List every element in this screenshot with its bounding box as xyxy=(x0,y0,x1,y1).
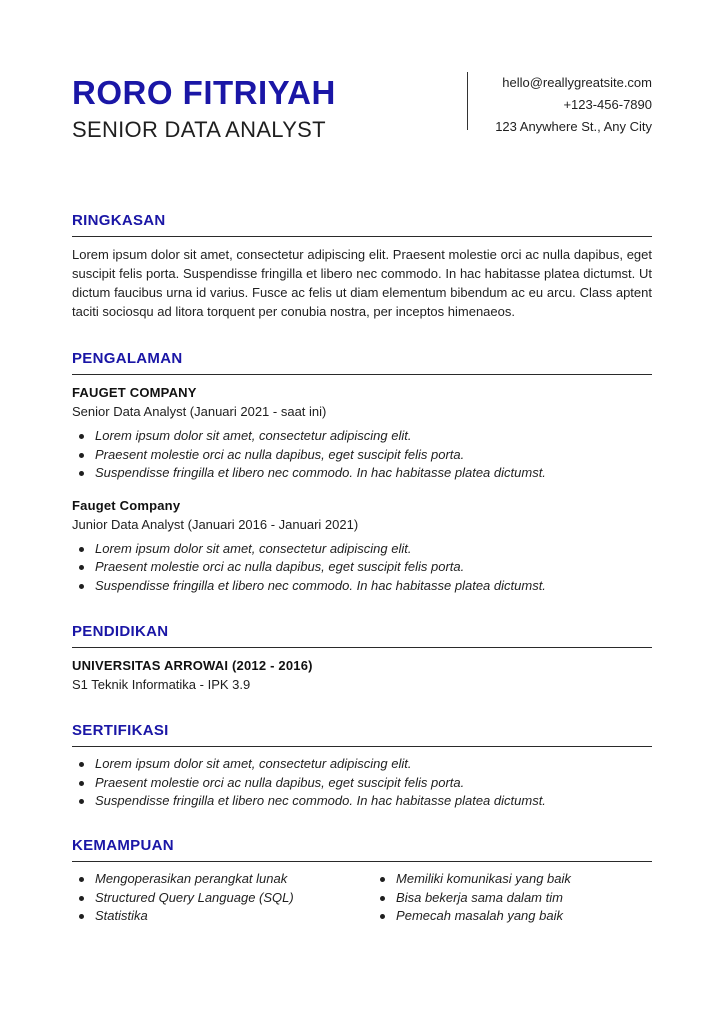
contact-phone: +123-456-7890 xyxy=(563,97,652,112)
skills-right-list xyxy=(373,870,652,926)
list-item: Lorem ipsum dolor sit amet, consectetur adipiscing elit. xyxy=(95,540,652,559)
resume-header xyxy=(72,72,652,152)
education-section xyxy=(72,621,652,694)
skills-heading: KEMAMPUAN xyxy=(72,837,174,854)
summary-section xyxy=(72,210,652,321)
certification-heading: SERTIFIKASI xyxy=(72,722,169,739)
list-item: Lorem ipsum dolor sit amet, consectetur adipiscing elit. xyxy=(95,427,652,446)
header-divider xyxy=(467,72,468,130)
list-item: Bisa bekerja sama dalam tim xyxy=(396,889,652,908)
job-entry xyxy=(72,383,652,483)
section-divider xyxy=(72,647,652,648)
education-degree: S1 Teknik Informatika - IPK 3.9 xyxy=(72,677,251,692)
certification-bullets xyxy=(72,755,652,811)
list-item: Memiliki komunikasi yang baik xyxy=(396,870,652,889)
summary-text: Lorem ipsum dolor sit amet, consectetur adipiscing elit. Praesent molestie orci ac nulla dapibus, eget suscipit felis porta. Suspendisse fringilla et libero nec commodo. In hac habitasse platea dictumst. Ut dictum faucibus urna id varius. Fusce ac felis ut diam elementum bibendum ac eu arcu. Class aptent taciti sociosqu ad litora torquent per conubia nostra, per inceptos himenaeos. xyxy=(72,247,652,319)
contact-address: 123 Anywhere St., Any City xyxy=(495,119,652,134)
list-item: Praesent molestie orci ac nulla dapibus, eget suscipit felis porta. xyxy=(95,558,652,577)
list-item: Lorem ipsum dolor sit amet, consectetur adipiscing elit. xyxy=(95,755,652,774)
list-item: Mengoperasikan perangkat lunak xyxy=(95,870,373,889)
job-company: Fauget Company xyxy=(72,497,181,513)
list-item: Statistika xyxy=(95,907,373,926)
section-divider xyxy=(72,861,652,862)
education-school: UNIVERSITAS ARROWAI (2012 - 2016) xyxy=(72,658,313,673)
contact-email: hello@reallygreatsite.com xyxy=(502,75,652,90)
certification-section xyxy=(72,720,652,811)
summary-heading: RINGKASAN xyxy=(72,212,166,229)
list-item: Suspendisse fringilla et libero nec commodo. In hac habitasse platea dictumst. xyxy=(95,792,652,811)
skills-left-list xyxy=(72,870,373,926)
section-divider xyxy=(72,374,652,375)
experience-heading: PENGALAMAN xyxy=(72,350,183,367)
job-bullets xyxy=(72,540,652,596)
list-item: Praesent molestie orci ac nulla dapibus, eget suscipit felis porta. xyxy=(95,774,652,793)
contact-info xyxy=(495,72,652,138)
education-heading: PENDIDIKAN xyxy=(72,623,169,640)
section-divider xyxy=(72,236,652,237)
job-bullets xyxy=(72,427,652,483)
candidate-name: RORO FITRIYAH xyxy=(72,74,336,111)
skills-columns xyxy=(72,870,652,926)
candidate-title: SENIOR DATA ANALYST xyxy=(72,117,326,142)
section-divider xyxy=(72,746,652,747)
job-entry xyxy=(72,496,652,596)
skills-section xyxy=(72,835,652,926)
experience-section xyxy=(72,348,652,595)
list-item: Structured Query Language (SQL) xyxy=(95,889,373,908)
job-role: Junior Data Analyst (Januari 2016 - Januari 2021) xyxy=(72,516,359,532)
job-role: Senior Data Analyst (Januari 2021 - saat ini) xyxy=(72,404,327,419)
list-item: Praesent molestie orci ac nulla dapibus, eget suscipit felis porta. xyxy=(95,446,652,465)
list-item: Suspendisse fringilla et libero nec commodo. In hac habitasse platea dictumst. xyxy=(95,577,652,596)
list-item: Suspendisse fringilla et libero nec commodo. In hac habitasse platea dictumst. xyxy=(95,464,652,483)
list-item: Pemecah masalah yang baik xyxy=(396,907,652,926)
job-company: FAUGET COMPANY xyxy=(72,385,197,400)
